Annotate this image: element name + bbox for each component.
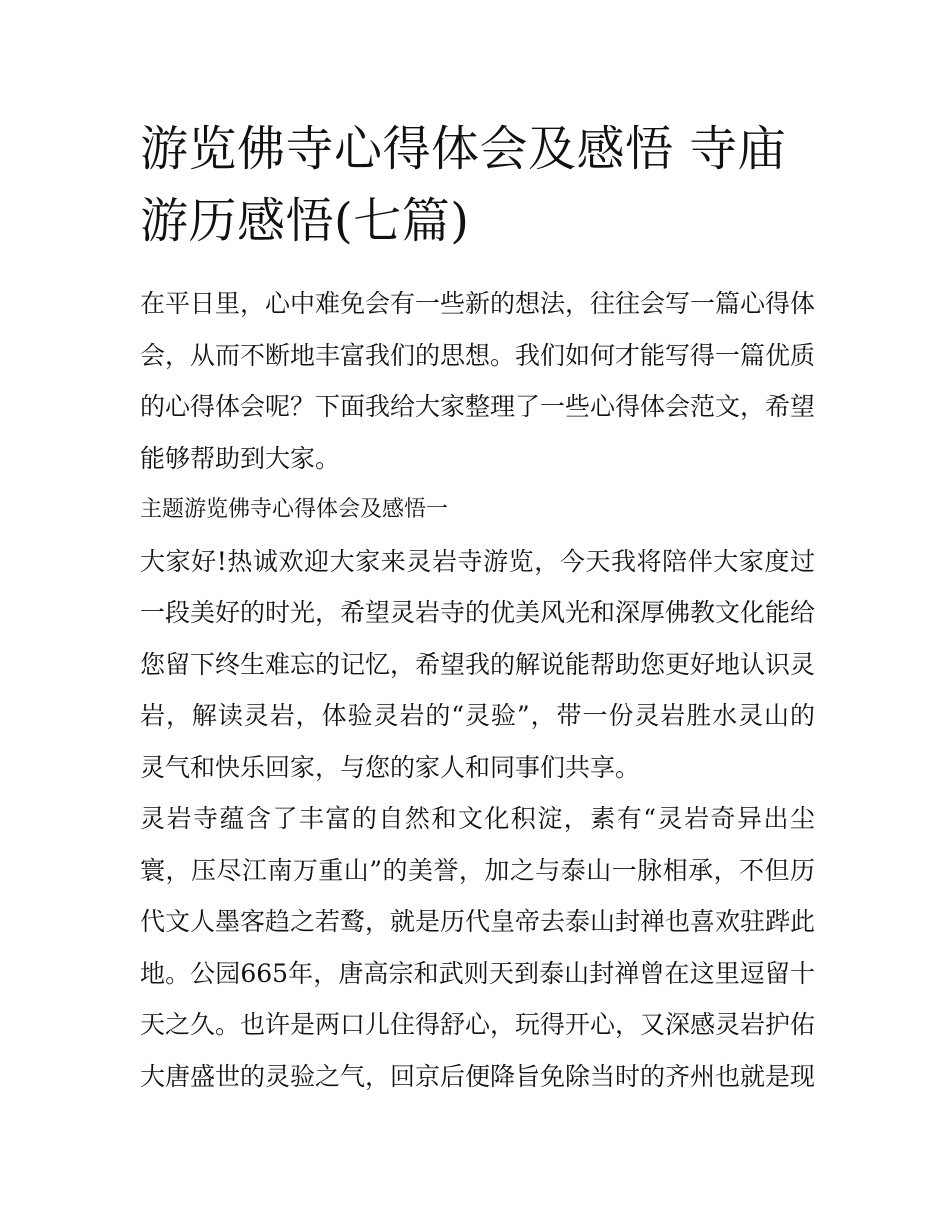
section-heading: 主题游览佛寺心得体会及感悟一 [140, 497, 449, 522]
document-title: 游览佛寺心得体会及感悟 寺庙游历感悟(七篇) [140, 121, 787, 249]
section-paragraph-2: 灵岩寺蕴含了丰富的自然和文化积淀，素有“灵岩奇异出尘寰，压尽江南万重山”的美誉，加之与泰山一脉相承，不但历代文人墨客趋之若鹜，就是历代皇帝去泰山封禅也喜欢驻跸此地。公园665年，唐高宗和武则天到泰山封禅曾在这里逗留十天之久。也许是两口儿住得舒心，玩得开心，又深感灵岩护佑大唐盛世的灵验之气，回京后便降旨免除当时的齐州也就是现 [140, 804, 816, 1091]
document-body [140, 278, 815, 1102]
section-paragraph-1: 大家好!热诚欢迎大家来灵岩寺游览，今天我将陪伴大家度过一段美好的时光，希望灵岩寺的优美风光和深厚佛教文化能给您留下终生难忘的记忆，希望我的解说能帮助您更好地认识灵岩，解读灵岩，体验灵岩的“灵验”，带一份灵岩胜水灵山的灵气和快乐回家，与您的家人和同事们共享。 [140, 546, 816, 782]
intro-paragraph: 在平日里，心中难免会有一些新的想法，往往会写一篇心得体会，从而不断地丰富我们的思想。我们如何才能写得一篇优质的心得体会呢？下面我给大家整理了一些心得体会范文，希望能够帮助到大家。 [140, 289, 816, 473]
